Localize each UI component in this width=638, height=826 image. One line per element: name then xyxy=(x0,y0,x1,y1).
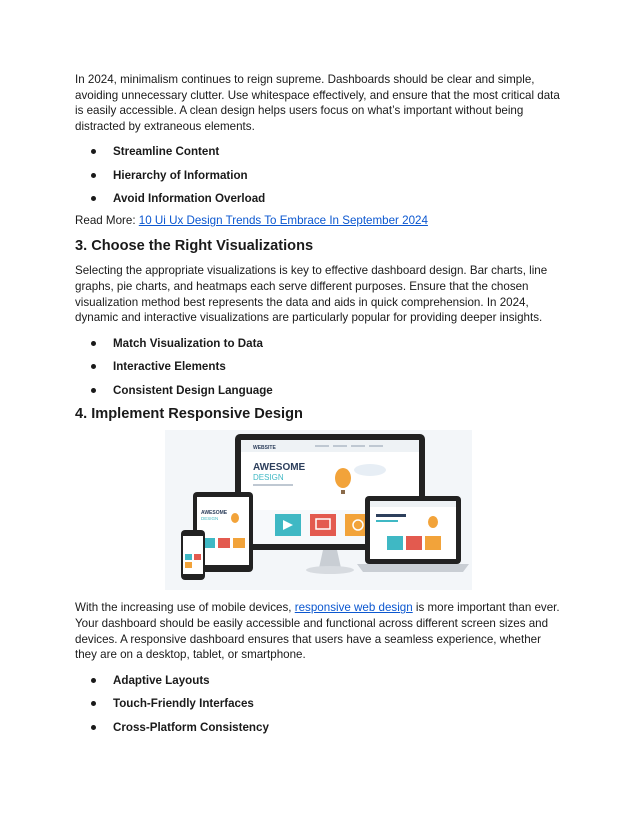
document-page xyxy=(75,72,565,743)
bullet-icon xyxy=(91,173,96,178)
bullet-list-2 xyxy=(75,336,565,398)
intro-paragraph: In 2024, minimalism continues to reign supreme. Dashboards should be clear and simple, avoiding unnecessary clutter. Use whitespace effectively, and ensure that the most critical data is easily accessible. A clean design helps users focus on what’s important without being distracted by extraneous elements. xyxy=(75,73,560,133)
balloon-icon xyxy=(335,468,351,488)
tile-red xyxy=(310,514,336,536)
bullet-icon xyxy=(91,196,96,201)
list-item: Interactive Elements xyxy=(75,359,565,374)
laptop-icon xyxy=(357,496,469,572)
responsive-devices-illustration xyxy=(165,430,472,590)
read-more-link[interactable]: 10 Ui Ux Design Trends To Embrace In September 2024 xyxy=(138,213,428,227)
section3-heading: 3. Choose the Right Visualizations xyxy=(75,238,314,255)
phone-icon xyxy=(181,530,205,580)
bullet-icon xyxy=(91,388,96,393)
section4-heading: 4. Implement Responsive Design xyxy=(75,406,303,423)
bullet-icon xyxy=(91,149,96,154)
list-item: Streamline Content xyxy=(75,144,565,159)
section4-paragraph: With the increasing use of mobile devices, responsive web design is more important than ever. Your dashboard should be easily accessible and functional across different screen sizes and devices. A responsive dashboard ensures that users have a seamless experience, whether they are on a desktop, tablet, or smartphone. xyxy=(75,601,560,662)
bullet-icon xyxy=(91,341,96,346)
devices-svg xyxy=(165,430,472,590)
read-more: Read More: 10 Ui Ux Design Trends To Embrace In September 2024 xyxy=(75,213,428,227)
bullet-list-3 xyxy=(75,673,565,735)
responsive-web-design-link[interactable]: responsive web design xyxy=(294,601,413,615)
monitor-headline-2: DESIGN xyxy=(253,473,284,483)
tablet-headline-2: DESIGN xyxy=(201,516,219,522)
bullet-icon xyxy=(91,701,96,706)
tablet-headline-1: AWESOME xyxy=(201,510,228,517)
list-item: Touch-Friendly Interfaces xyxy=(75,696,565,711)
bullet-list-1 xyxy=(75,144,565,206)
list-item: Consistent Design Language xyxy=(75,383,565,398)
list-item: Cross-Platform Consistency xyxy=(75,720,565,735)
section3-paragraph: Selecting the appropriate visualizations is key to effective dashboard design. Bar charts, line graphs, pie charts, and heatmaps each serve different purposes. Ensure that the chosen visualization method best represents the data and aids in quick comprehension. In 2024, dynamic and interactive visualizations are particularly popular for providing deeper insights. xyxy=(75,264,548,325)
list-item: Hierarchy of Information xyxy=(75,168,565,183)
bullet-icon xyxy=(91,725,96,730)
bullet-icon xyxy=(91,364,96,369)
list-item: Avoid Information Overload xyxy=(75,191,565,206)
list-item: Match Visualization to Data xyxy=(75,336,565,351)
monitor-header-text: WEBSITE xyxy=(253,445,276,452)
monitor-headline-1: AWESOME xyxy=(253,462,306,474)
bullet-icon xyxy=(91,678,96,683)
list-item: Adaptive Layouts xyxy=(75,673,565,688)
